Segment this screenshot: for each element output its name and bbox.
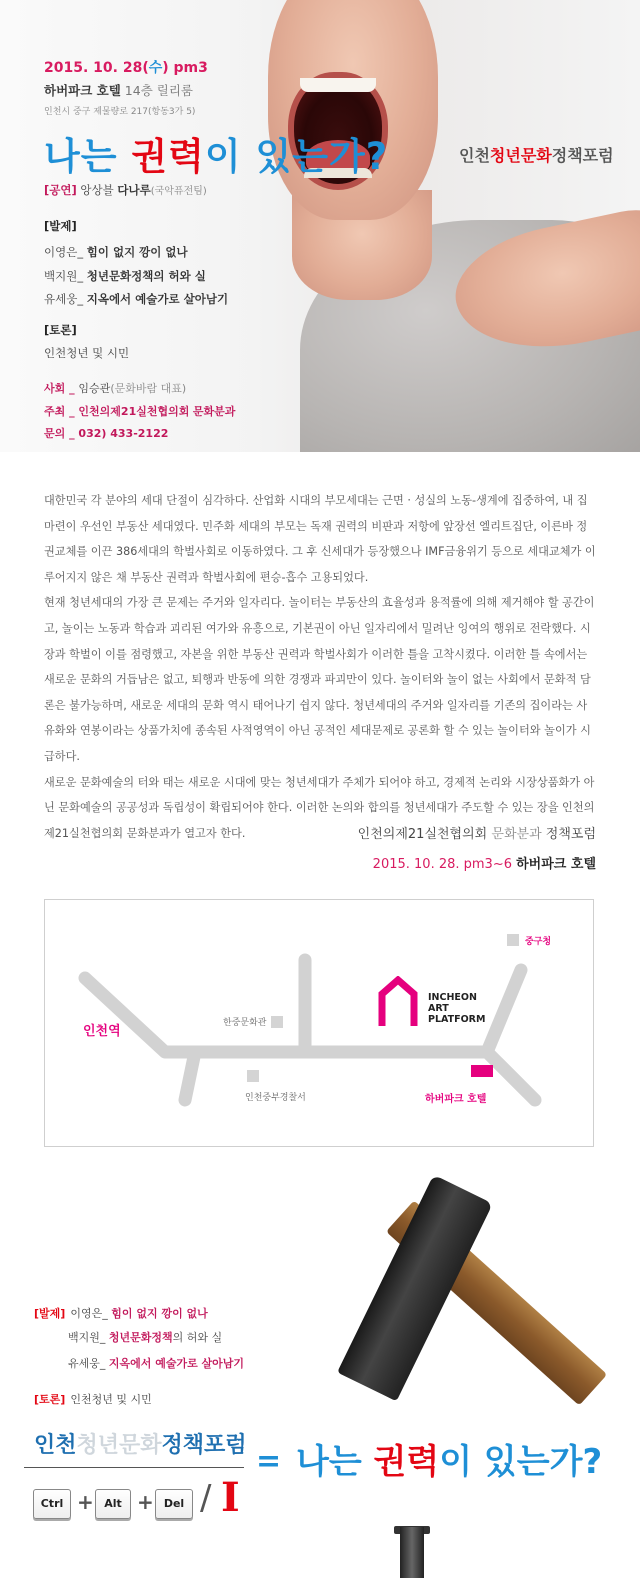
event-date: 2015. 10. 28(수) pm3 [44,60,208,76]
map-marker-police [247,1070,259,1082]
map-marker-junggu [507,934,519,946]
discussion-label: [토론] [44,323,77,337]
moderator-line: 사회 _ 임승관(문화바람 대표) [44,382,187,395]
body-paragraph: 새로운 문화예술의 터와 태는 새로운 시대에 맞는 청년세대가 주체가 되어야 하고, 경제적 논리와 시장상품화가 아닌 문화예술의 공공성과 독립성이 확립되어야 한다. 이러한 논의와 합의를 청년세대가 주도할 수 있는 장을 인천의제21실천협의회 문화분과가 열고자 한다. [44,775,595,840]
map-label-police: 인천중부경찰서 [245,1093,306,1103]
map-road [185,1052,195,1100]
map-road [487,1052,535,1100]
del-key: Del [155,1489,193,1519]
location-map [44,899,594,1147]
bottom-discussion: [토론] 인천청년 및 시민 [34,1393,152,1406]
signature-date: 2015. 10. 28. pm3~6 하버파크 호텔 [372,857,596,872]
bottom-title: 나는 권력이 있는가? [296,1442,603,1482]
map-marker-hotel [471,1065,493,1077]
body-paragraph: 현재 청년세대의 가장 큰 문제는 주거와 일자리다. 놀이터는 부동산의 효율성과 용적률에 의해 제거해야 할 공간이고, 놀이는 노동과 학습과 괴리된 여가와 유흥으로, 기본권이 아닌 일자리에서 밀려난 잉여의 행위로 전락했다. 시장과 학벌이 이를 점령했고, 자본을 위한 부동산 권력과 학벌사회가 이러한 틀을 고착시켰다. 이러한 틀 속에서는 새로운 문화의 거듭남은 없고, 퇴행과 반동에 의한 경쟁과 파괴만이 있다. 놀이터와 놀이 없는 사회에서 문화적 담론은 불가능하며, 새로운 세대의 문화 역시 태어나기 쉽지 않다. 청년세대의 주거와 일자리를 기존의 집이라는 사유화와 연봉이라는 상품가치에 종속된 사적영역이 아닌 공적인 세대문제로 공론화 할 수 있는 놀이터와 놀이가 시급하다. [44,596,595,763]
map-label-junggu: 중구청 [525,937,552,947]
plus-sign: + [137,1490,154,1514]
nail-icon [400,1527,424,1578]
presentation-item: 이영은_ 힘이 없지 깡이 없나 [44,245,188,259]
plus-sign: + [77,1490,94,1514]
event-address: 인천시 중구 제물량로 217(항동3가 5) [44,107,196,117]
bottom-presentation-1: [발제] 이영은_ 힘이 없지 깡이 없나 [34,1307,208,1320]
map-marker-hanjung [271,1016,283,1028]
body-paragraph: 대한민국 각 분야의 세대 단절이 심각하다. 산업화 시대의 부모세대는 근면 · 성실의 노동-생계에 집중하여, 내 집 마련이 우선인 부동산 세대였다. 민주화 세대의 부모는 독재 권력의 비판과 저항에 앞장선 엘리트집단, 이른바 정권교체를 이끈 386세대의 학벌사회로 이동하였다. 그 후 신세대가 등장했으나 IMF금융위기 등으로 세대교체가 이루어지지 않은 채 부동산 권력과 학벌사회에 편승-흡수 고용되었다. [44,494,596,584]
performance-line: [공연] 앙상블 다나루(국악퓨전팀) [44,183,207,197]
signature-org: 인천의제21실천협의회 문화분과 정책포럼 [357,827,596,842]
hero-banner [0,0,640,452]
body-text [44,488,596,846]
equals-sign: = [256,1444,282,1479]
ctrl-key: Ctrl [33,1489,71,1519]
map-label-hanjung: 한중문화관 [223,1018,267,1028]
slash-sign: / [200,1478,212,1518]
contact-line: 문의 _ 032) 433-2122 [44,427,169,440]
event-venue: 하버파크 호텔 14층 릴리룸 [44,83,193,98]
discussion-text: 인천청년 및 시민 [44,346,130,360]
host-line: 주최 _ 인천의제21실천협의회 문화분과 [44,405,236,418]
presentation-label: [발제] [44,219,77,233]
event-title: 나는 권력이 있는가? [44,135,389,178]
alt-key: Alt [95,1489,131,1519]
presentation-item: 유세웅_ 지옥에서 예술가로 살아남기 [44,292,229,306]
map-label-art-platform: INCHEON ART PLATFORM [428,992,486,1025]
forum-name: 인천청년문화정책포럼 [459,146,614,165]
presentation-item: 백지원_ 청년문화정책의 허와 실 [44,269,206,283]
map-label-hotel: 하버파크 호텔 [425,1094,487,1105]
bottom-presentation-2: 백지원_ 청년문화정책의 허와 실 [68,1331,223,1344]
bottom-presentation-3: 유세웅_ 지옥에서 예술가로 살아남기 [68,1357,245,1370]
photo-teeth-top [300,78,376,92]
divider [24,1467,244,1468]
bottom-forum-name: 인천청년문화정책포럼 [34,1433,247,1458]
art-platform-icon [378,976,418,1028]
map-label-station: 인천역 [83,1024,121,1039]
text-cursor-icon: I [221,1474,240,1521]
